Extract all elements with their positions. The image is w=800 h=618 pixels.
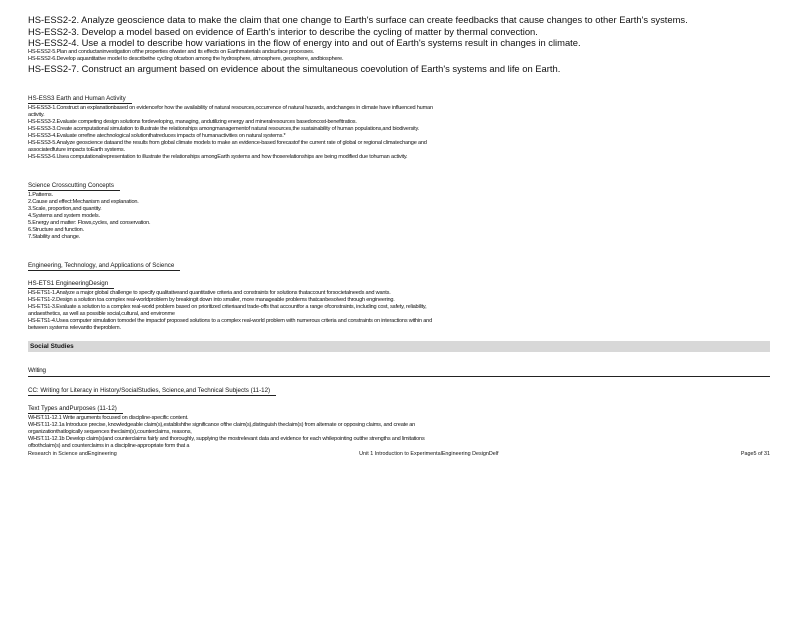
standard-ess3-2: HS-ESS3-2.Evaluate competing design solutions fordeveloping, managing, andutilizing energy and mineralresources basedoncost-benefitratios. bbox=[28, 119, 357, 126]
standard-ess2-4: HS-ESS2-4. Use a model to describe how variations in the flow of energy into and out of Earth's systems result in changes in climate. bbox=[28, 37, 581, 49]
standard-ess3-5: HS-ESS3-5.Analyze geoscience dataand the results from global climate models to make an evidence-based forecastof the current rate of global or regional climatechange and bbox=[28, 140, 427, 147]
standard-whst-1a-cont: organizationthatlogically sequences theclaim(s),counterclaims, reasons, bbox=[28, 429, 192, 436]
crosscutting-item: 7.Stability and change. bbox=[28, 234, 80, 241]
standard-ets1-1: HS-ETS1-1.Analyze a major global challenge to specify qualitativeand quantitative criteria and constraints for solutions thataccount forsocietalneeds and wants. bbox=[28, 290, 391, 297]
footer-page-number: Page5 of 31 bbox=[740, 451, 770, 458]
standard-ess2-3: HS-ESS2-3. Develop a model based on evidence of Earth's interior to describe the cycling of matter by thermal convection. bbox=[28, 25, 538, 37]
crosscutting-heading: Science Crosscutting Concepts bbox=[28, 182, 120, 191]
ess3-list bbox=[28, 105, 770, 161]
writing-heading: Writing bbox=[28, 367, 46, 375]
standard-ess3-5-cont: associatedfuture impacts toEarth systems. bbox=[28, 147, 125, 154]
standard-whst-1b-cont: ofbothclaim(s) and counterclaims in a discipline-appropriate form that a bbox=[28, 443, 190, 450]
standard-ets1-4: HS-ETS1-4.Usea computer simulation tomodel the impactof proposed solutions to a complex real-world problem with numerous criteria and constraints on interactions within and bbox=[28, 318, 432, 325]
footer-unit: Unit 1 Introduction to ExperimentalEngineering DesignDelf bbox=[359, 451, 499, 458]
ccl-heading: CC: Writing for Literacy in History/SocialStudies, Science,and Technical Subjects (11-12) bbox=[28, 387, 276, 396]
standard-whst-1a: WHST.11-12.1a Introduce precise, knowledgeable claim(s),establishthe significance ofthe claim(s),distinguish theclaim(s) from alternate or opposing claims, and create an bbox=[28, 422, 416, 429]
standard-whst-1b: WHST.11-12.1b Develop claim(s)and counterclaims fairly and thoroughly, supplying the mostrelevant data and evidence for each whilepointing outthe strengths and limitations bbox=[28, 436, 425, 443]
social-studies-bar: Social Studies bbox=[28, 341, 770, 352]
standard-ets1-2: HS-ETS1-2.Design a solution toa complex real-worldproblem by breakingit down into smaller, more manageable problems thatcanbesolved through engineering. bbox=[28, 297, 395, 304]
crosscutting-list bbox=[28, 192, 770, 241]
standard-ess3-1-cont: activity. bbox=[28, 112, 45, 119]
crosscutting-item: 4.Systems and system models. bbox=[28, 213, 100, 220]
standard-ess3-6: HS-ESS3-6.Usea computationalrepresentation to illustrate the relationships amongEarth systems and how thoserelationships are being modified due tohuman activity. bbox=[28, 154, 408, 161]
standard-ess3-4: HS-ESS3-4.Evaluate orrefine atechnological solutionthatreduces impacts of humanactivities on natural systems.* bbox=[28, 133, 286, 140]
standard-ess2-6: HS-ESS2-6.Develop aquantitative model to describethe cycling ofcarbon among the hydrosphere, atmosphere, geosphere, andbiosphere. bbox=[28, 55, 344, 62]
crosscutting-item: 1.Patterns. bbox=[28, 192, 53, 199]
crosscutting-item: 2.Cause and effect:Mechanism and explanation. bbox=[28, 199, 139, 206]
standard-ets1-3-cont: andaesthetics, as well as possible social,cultural, and environme bbox=[28, 311, 175, 318]
writing-list bbox=[28, 415, 770, 450]
standard-ess2-2: HS-ESS2-2. Analyze geoscience data to make the claim that one change to Earth's surface can create feedbacks that cause changes to other Earth's systems. bbox=[28, 14, 688, 25]
standard-ets1-4-cont: between systems relevantto theproblem. bbox=[28, 325, 121, 332]
divider bbox=[28, 376, 770, 377]
standard-ess2-7: HS-ESS2-7. Construct an argument based on evidence about the simultaneous coevolution of Earth's systems and life on Earth. bbox=[28, 62, 561, 74]
ets1-list bbox=[28, 290, 770, 332]
page-footer bbox=[28, 450, 770, 458]
standard-ess2-5: HS-ESS2-5.Plan and conductaninvestigation ofthe properties ofwater and its effects on Earthmaterials andsurface processes. bbox=[28, 48, 315, 55]
standard-whst-1: WHST.11-12.1 Write arguments focused on discipline-specific content. bbox=[28, 415, 189, 422]
footer-course: Research in Science andEngineering bbox=[28, 451, 117, 458]
standard-ets1-3: HS-ETS1-3.Evaluate a solution to a complex real-world problem based on prioritized criteriaand trade-offs that accountfor a range ofconstraints, including cost, safety, reliability, bbox=[28, 304, 427, 311]
ess3-heading: HS-ESS3 Earth and Human Activity bbox=[28, 95, 132, 104]
crosscutting-item: 6.Structure and function. bbox=[28, 227, 84, 234]
crosscutting-item: 3.Scale, proportion,and quantity. bbox=[28, 206, 102, 213]
standard-ess3-3: HS-ESS3-3.Create acomputational simulation to illustrate the relationships amongmanagementof natural resources,the sustainability of human populations,and biodiversity. bbox=[28, 126, 420, 133]
text-types-heading: Text Types andPurposes (11-12) bbox=[28, 405, 123, 414]
ets1-heading: HS-ETS1 EngineeringDesign bbox=[28, 280, 114, 289]
crosscutting-item: 5.Energy and matter: Flows,cycles, and conservation. bbox=[28, 220, 151, 227]
engineering-heading: Engineering, Technology, and Applications of Science bbox=[28, 262, 180, 271]
standard-ess3-1: HS-ESS3-1.Construct an explanationbased on evidencefor how the availability of natural resources,occurrence of natural hazards, andchanges in climate have influenced human bbox=[28, 105, 433, 112]
standards-document bbox=[28, 14, 770, 458]
ess2-standard-list bbox=[28, 14, 770, 74]
